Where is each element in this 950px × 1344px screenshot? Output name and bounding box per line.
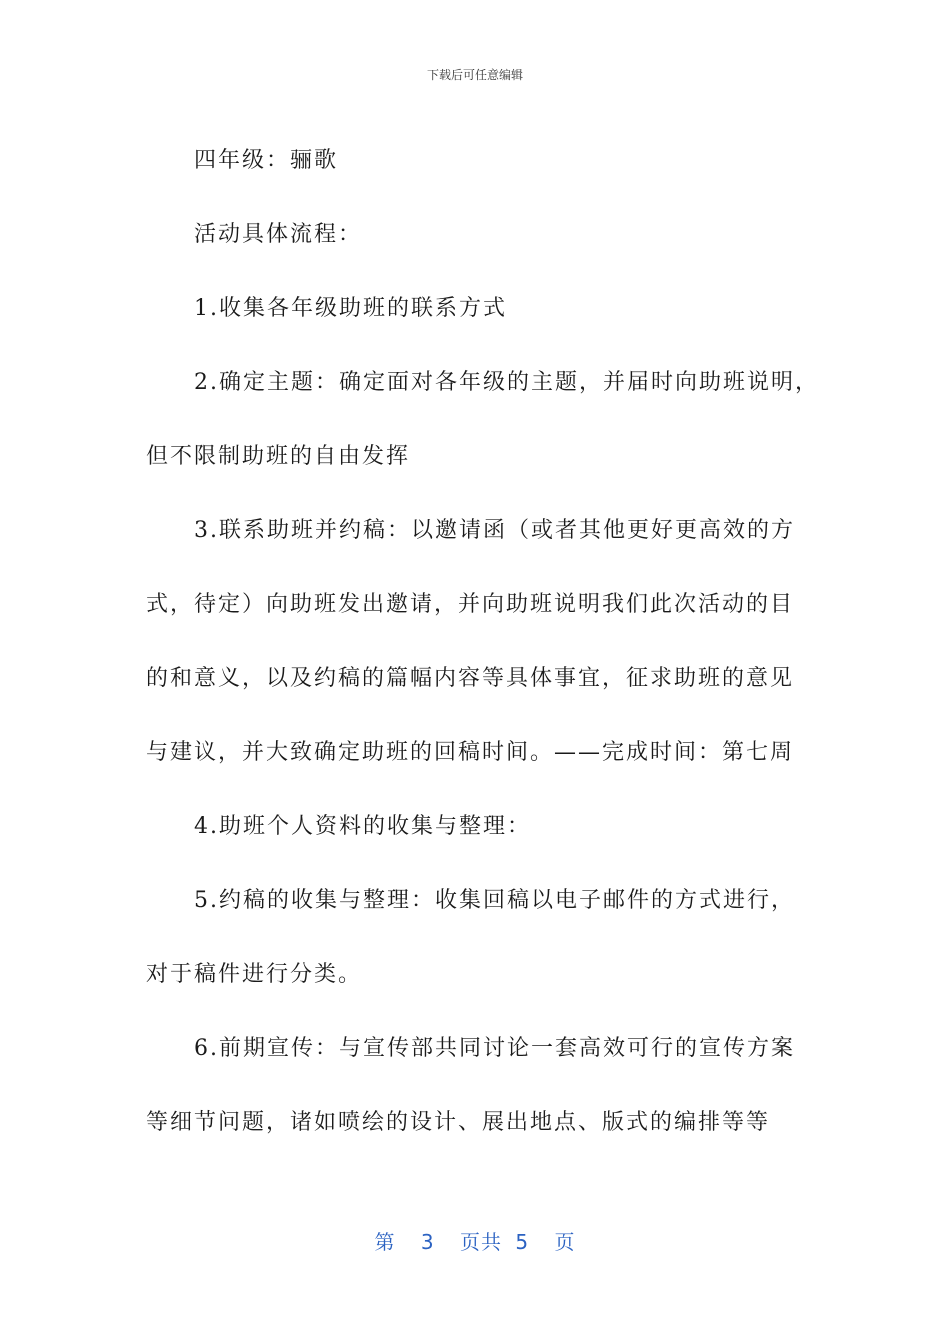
paragraph-line: 1.收集各年级助班的联系方式 — [194, 296, 507, 321]
paragraph-line: 四年级：骊歌 — [194, 148, 339, 173]
document-body — [146, 124, 819, 1160]
footer-prefix: 第 — [374, 1230, 396, 1254]
header-note: 下载后可任意编辑 — [426, 68, 523, 82]
footer-suffix: 页 — [554, 1230, 576, 1254]
paragraph-line: 式，待定）向助班发出邀请，并向助班说明我们此次活动的目 — [146, 592, 795, 617]
paragraph-line: 等细节问题，诸如喷绘的设计、展出地点、版式的编排等等 — [146, 1110, 771, 1135]
paragraph-line: 但不限制助班的自由发挥 — [146, 444, 411, 469]
paragraph-line: 对于稿件进行分类。 — [146, 962, 363, 987]
paragraph-line: 5.约稿的收集与整理：收集回稿以电子邮件的方式进行， — [194, 888, 795, 913]
footer-middle: 页共 — [460, 1230, 502, 1254]
paragraph-line: 与建议，并大致确定助班的回稿时间。——完成时间：第七周 — [146, 740, 795, 765]
paragraph-line: 的和意义，以及约稿的篇幅内容等具体事宜，征求助班的意见 — [146, 666, 795, 691]
current-page-number: 3 — [420, 1230, 435, 1254]
paragraph-line: 活动具体流程： — [194, 222, 363, 247]
paragraph-line: 2.确定主题：确定面对各年级的主题，并届时向助班说明， — [194, 370, 819, 395]
paragraph-line: 3.联系助班并约稿：以邀请函（或者其他更好更高效的方 — [194, 518, 795, 543]
paragraph-line: 4.助班个人资料的收集与整理： — [194, 814, 531, 839]
page-footer — [0, 1226, 950, 1255]
total-pages-number: 5 — [515, 1230, 530, 1254]
paragraph-line: 6.前期宣传：与宣传部共同讨论一套高效可行的宣传方案 — [194, 1036, 795, 1061]
